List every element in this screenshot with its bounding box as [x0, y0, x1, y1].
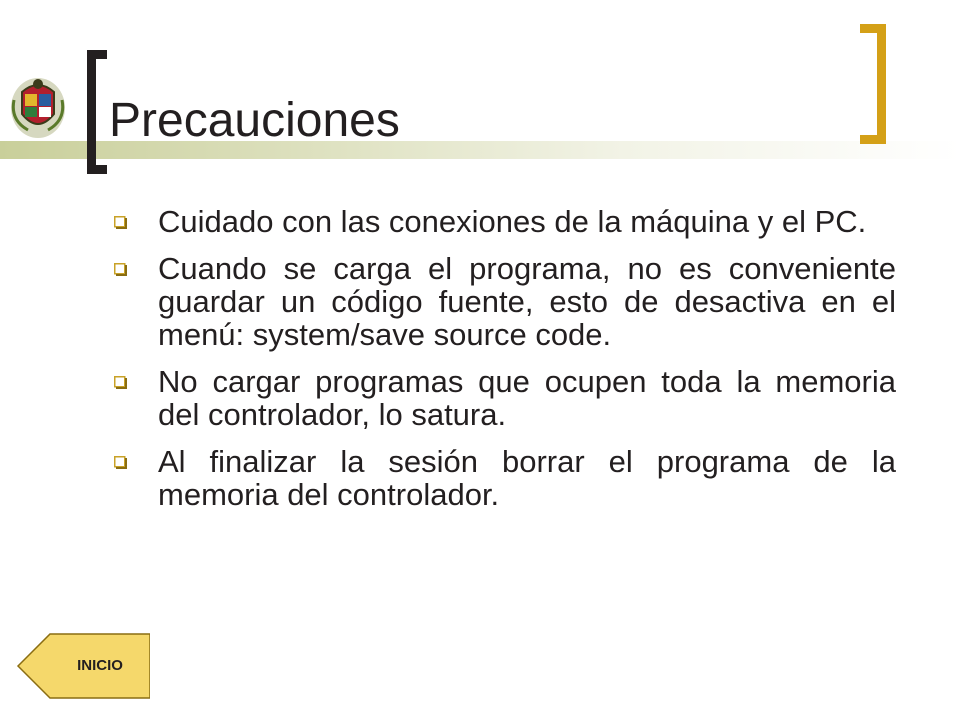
square-bullet-icon	[114, 376, 127, 389]
bullet-item	[110, 205, 896, 238]
university-crest-icon	[8, 70, 68, 142]
right-bracket-decoration	[860, 24, 886, 144]
bullet-item	[110, 445, 896, 511]
square-bullet-icon	[114, 263, 127, 276]
bullet-list	[110, 205, 896, 525]
left-bracket-decoration	[87, 50, 107, 174]
bullet-text: Al finalizar la sesión borrar el programa de la memoria del controlador.	[158, 444, 896, 512]
slide-title: Precauciones	[109, 94, 400, 147]
square-bullet-icon	[114, 216, 127, 229]
bullet-item	[110, 365, 896, 431]
bullet-text: Cuidado con las conexiones de la máquina y el PC.	[158, 204, 867, 239]
bullet-item	[110, 252, 896, 351]
bullet-text: Cuando se carga el programa, no es conveniente guardar un código fuente, esto de desactiva en el menú: system/save source code.	[158, 251, 896, 352]
bullet-text: No cargar programas que ocupen toda la memoria del controlador, lo satura.	[158, 364, 896, 432]
square-bullet-icon	[114, 456, 127, 469]
inicio-button-label[interactable]: INICIO	[77, 657, 123, 674]
